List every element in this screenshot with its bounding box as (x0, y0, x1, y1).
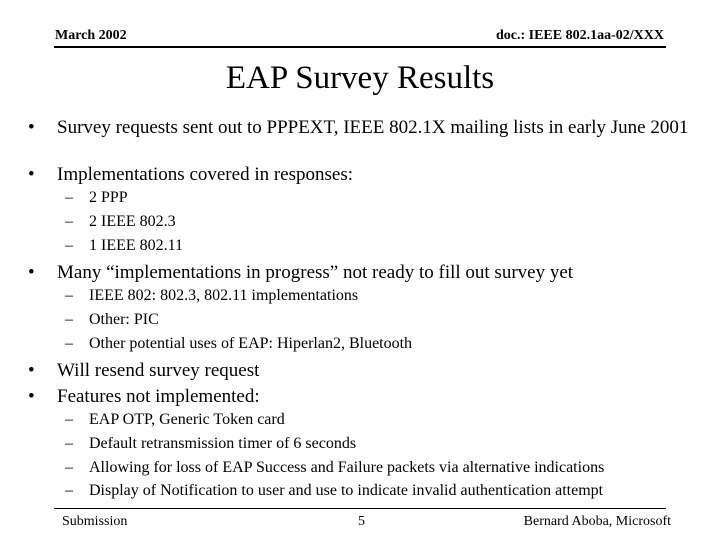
sub-bullet-text: 2 PPP (89, 189, 128, 206)
footer-rule (54, 508, 666, 509)
sub-bullet-text: 1 IEEE 802.11 (89, 237, 184, 254)
bullet-mark: • (28, 164, 35, 185)
bullet-mark: • (28, 386, 35, 407)
bullet-item (28, 261, 697, 284)
sub-bullet-item (65, 410, 699, 430)
bullet-text: Many “implementations in progress” not ready to fill out survey yet (57, 262, 574, 283)
sub-bullet-text: Other: PIC (89, 311, 159, 328)
header-date: March 2002 (55, 28, 127, 43)
sub-bullet-text: 2 IEEE 802.3 (89, 213, 176, 230)
sub-bullet-text: Other potential uses of EAP: Hiperlan2, Bluetooth (89, 335, 413, 352)
page-number: 5 (358, 514, 365, 529)
sub-bullet-mark: – (65, 213, 73, 230)
slide-title: EAP Survey Results (225, 60, 495, 96)
sub-bullet-mark: – (65, 189, 73, 206)
bullet-mark: • (28, 262, 35, 283)
sub-bullet-item (65, 236, 699, 256)
sub-bullet-text: Display of Notification to user and use to indicate invalid authentication attempt (89, 482, 604, 499)
bullet-text: Survey requests sent out to PPPEXT, IEEE 802.1X mailing lists in early June 2001 (57, 117, 689, 138)
sub-bullet-mark: – (65, 411, 73, 428)
bullet-item (28, 116, 697, 139)
sub-bullet-text: Default retransmission timer of 6 seconds (89, 435, 357, 452)
sub-bullet-item (65, 434, 699, 454)
sub-bullet-mark: – (65, 482, 73, 499)
sub-bullet-mark: – (65, 287, 73, 304)
sub-bullet-item (65, 286, 699, 306)
sub-bullet-item (65, 212, 699, 232)
bullet-mark: • (28, 360, 35, 381)
footer-submission: Submission (62, 514, 128, 529)
sub-bullet-mark: – (65, 435, 73, 452)
bullet-item (28, 359, 697, 382)
sub-bullet-text: IEEE 802: 802.3, 802.11 implementations (89, 287, 359, 304)
sub-bullet-mark: – (65, 311, 73, 328)
sub-bullet-mark: – (65, 237, 73, 254)
header-doc-id: doc.: IEEE 802.1aa-02/XXX (495, 28, 664, 43)
sub-bullet-item (65, 310, 699, 330)
bullet-text: Features not implemented: (57, 386, 260, 407)
bullet-item (28, 385, 697, 408)
header-rule (54, 46, 666, 48)
sub-bullet-item (65, 188, 699, 208)
sub-bullet-mark: – (65, 335, 73, 352)
sub-bullet-text: EAP OTP, Generic Token card (89, 411, 285, 428)
sub-bullet-item (65, 334, 699, 354)
bullet-item (28, 163, 697, 186)
bullet-mark: • (28, 117, 35, 138)
footer-author: Bernard Aboba, Microsoft (523, 514, 671, 529)
sub-bullet-mark: – (65, 459, 73, 476)
sub-bullet-text: Allowing for loss of EAP Success and Failure packets via alternative indications (89, 459, 605, 476)
bullet-text: Will resend survey request (57, 360, 260, 381)
sub-bullet-item (65, 481, 699, 501)
bullet-text: Implementations covered in responses: (57, 164, 354, 185)
sub-bullet-item (65, 458, 699, 478)
